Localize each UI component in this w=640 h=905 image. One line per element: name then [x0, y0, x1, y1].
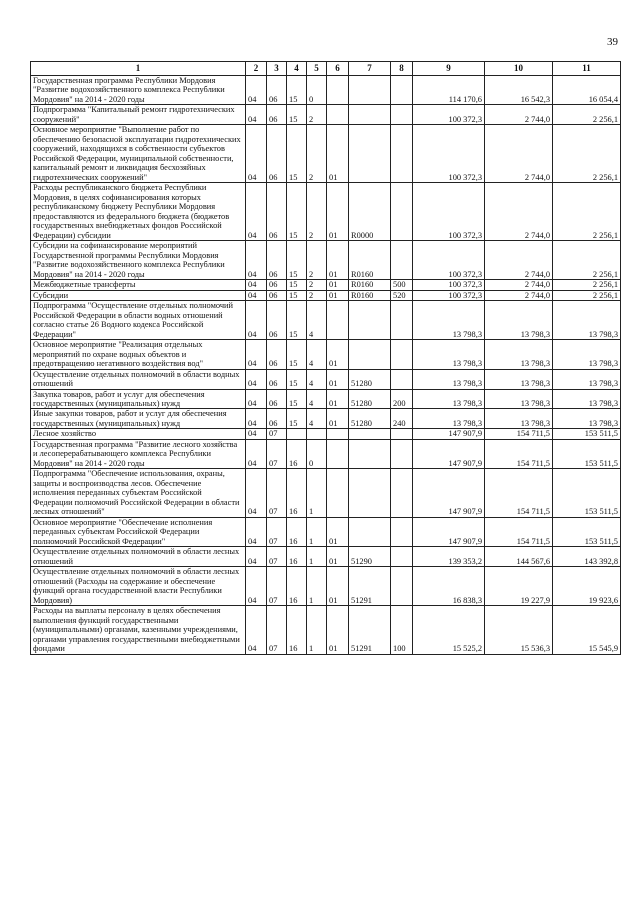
- activity-code-cell: [327, 439, 349, 468]
- column-header: 7: [349, 62, 391, 76]
- activity-code-cell: [327, 105, 349, 125]
- amount-col10-cell: 144 567,6: [485, 547, 553, 567]
- row-name-cell: Государственная программа Республики Мордовия "Развитие водохозяйственного комплекса Республики Мордовия" на 2014 - 2020 годы: [31, 76, 246, 105]
- amount-col10-cell: 16 542,3: [485, 76, 553, 105]
- program-code-cell: 15: [287, 369, 307, 389]
- type-code-cell: [391, 567, 413, 606]
- row-name-cell: Осуществление отдельных полномочий в области лесных отношений: [31, 547, 246, 567]
- table-header-row: [31, 62, 621, 76]
- row-name-cell: Основное мероприятие "Обеспечение исполнения переданных субъектам Российской Федерации полномочий Российской Федерации": [31, 517, 246, 546]
- type-code-cell: [391, 183, 413, 241]
- activity-code-cell: 01: [327, 567, 349, 606]
- table-row: [31, 469, 621, 517]
- subsection-code-cell: 07: [267, 606, 287, 654]
- subsection-code-cell: 06: [267, 290, 287, 300]
- type-code-cell: 500: [391, 280, 413, 290]
- row-name-cell: Иные закупки товаров, работ и услуг для обеспечения государственных (муниципальных) нужд: [31, 409, 246, 429]
- subsection-code-cell: 07: [267, 469, 287, 517]
- amount-col10-cell: 15 536,3: [485, 606, 553, 654]
- subprogram-code-cell: 4: [307, 301, 327, 340]
- row-name-cell: Лесное хозяйство: [31, 429, 246, 439]
- section-code-cell: 04: [246, 389, 267, 409]
- subprogram-code-cell: 1: [307, 547, 327, 567]
- section-code-cell: 04: [246, 517, 267, 546]
- type-code-cell: [391, 105, 413, 125]
- subsection-code-cell: 07: [267, 439, 287, 468]
- section-code-cell: 04: [246, 606, 267, 654]
- amount-col10-cell: 154 711,5: [485, 469, 553, 517]
- program-code-cell: 16: [287, 606, 307, 654]
- activity-code-cell: 01: [327, 290, 349, 300]
- type-code-cell: [391, 125, 413, 183]
- amount-col9-cell: 13 798,3: [413, 389, 485, 409]
- type-code-cell: 240: [391, 409, 413, 429]
- section-code-cell: 04: [246, 567, 267, 606]
- amount-col11-cell: 2 256,1: [553, 280, 621, 290]
- activity-code-cell: 01: [327, 280, 349, 290]
- table-row: [31, 567, 621, 606]
- amount-col9-cell: 139 353,2: [413, 547, 485, 567]
- column-header: 4: [287, 62, 307, 76]
- row-name-cell: Подпрограмма "Капитальный ремонт гидротехнических сооружений": [31, 105, 246, 125]
- section-code-cell: 04: [246, 547, 267, 567]
- section-code-cell: 04: [246, 280, 267, 290]
- program-code-cell: 15: [287, 105, 307, 125]
- section-code-cell: 04: [246, 469, 267, 517]
- expense-code-cell: 51280: [349, 369, 391, 389]
- amount-col10-cell: 2 744,0: [485, 280, 553, 290]
- program-code-cell: 15: [287, 241, 307, 280]
- section-code-cell: 04: [246, 340, 267, 369]
- subsection-code-cell: 07: [267, 517, 287, 546]
- subsection-code-cell: 06: [267, 301, 287, 340]
- expense-code-cell: R0160: [349, 241, 391, 280]
- amount-col10-cell: 2 744,0: [485, 290, 553, 300]
- column-header: 9: [413, 62, 485, 76]
- section-code-cell: 04: [246, 409, 267, 429]
- subsection-code-cell: 06: [267, 340, 287, 369]
- subprogram-code-cell: 1: [307, 469, 327, 517]
- section-code-cell: 04: [246, 439, 267, 468]
- activity-code-cell: 01: [327, 517, 349, 546]
- type-code-cell: [391, 517, 413, 546]
- expense-code-cell: R0160: [349, 280, 391, 290]
- row-name-cell: Закупка товаров, работ и услуг для обеспечения государственных (муниципальных) нужд: [31, 389, 246, 409]
- expense-code-cell: [349, 105, 391, 125]
- table-row: [31, 409, 621, 429]
- amount-col10-cell: 2 744,0: [485, 183, 553, 241]
- activity-code-cell: 01: [327, 606, 349, 654]
- amount-col10-cell: 2 744,0: [485, 241, 553, 280]
- column-header: 10: [485, 62, 553, 76]
- amount-col9-cell: 147 907,9: [413, 517, 485, 546]
- column-header: 8: [391, 62, 413, 76]
- expense-code-cell: [349, 439, 391, 468]
- subsection-code-cell: 06: [267, 105, 287, 125]
- activity-code-cell: 01: [327, 547, 349, 567]
- table-row: [31, 517, 621, 546]
- program-code-cell: 15: [287, 340, 307, 369]
- type-code-cell: [391, 241, 413, 280]
- row-name-cell: Подпрограмма "Осуществление отдельных полномочий Российской Федерации в области водных отношений согласно статье 26 Водного кодекса Российской Федерации": [31, 301, 246, 340]
- activity-code-cell: [327, 301, 349, 340]
- amount-col11-cell: 143 392,8: [553, 547, 621, 567]
- amount-col11-cell: 13 798,3: [553, 340, 621, 369]
- type-code-cell: 100: [391, 606, 413, 654]
- row-name-cell: Межбюджетные трансферты: [31, 280, 246, 290]
- subprogram-code-cell: 2: [307, 241, 327, 280]
- row-name-cell: Осуществление отдельных полномочий в области водных отношений: [31, 369, 246, 389]
- budget-table: [30, 61, 621, 655]
- section-code-cell: 04: [246, 105, 267, 125]
- program-code-cell: 15: [287, 301, 307, 340]
- amount-col11-cell: 2 256,1: [553, 125, 621, 183]
- activity-code-cell: [327, 76, 349, 105]
- expense-code-cell: 51280: [349, 389, 391, 409]
- table-row: [31, 76, 621, 105]
- table-row: [31, 547, 621, 567]
- amount-col11-cell: 13 798,3: [553, 369, 621, 389]
- section-code-cell: 04: [246, 369, 267, 389]
- table-row: [31, 340, 621, 369]
- subprogram-code-cell: 2: [307, 183, 327, 241]
- amount-col10-cell: 13 798,3: [485, 340, 553, 369]
- subprogram-code-cell: 2: [307, 125, 327, 183]
- table-row: [31, 280, 621, 290]
- table-row: [31, 105, 621, 125]
- section-code-cell: 04: [246, 125, 267, 183]
- amount-col11-cell: 19 923,6: [553, 567, 621, 606]
- page-number: 39: [607, 36, 618, 48]
- amount-col11-cell: 153 511,5: [553, 429, 621, 439]
- expense-code-cell: R0160: [349, 290, 391, 300]
- activity-code-cell: 01: [327, 369, 349, 389]
- amount-col9-cell: 100 372,3: [413, 290, 485, 300]
- amount-col11-cell: 2 256,1: [553, 290, 621, 300]
- subprogram-code-cell: 4: [307, 369, 327, 389]
- subsection-code-cell: 06: [267, 280, 287, 290]
- amount-col10-cell: 2 744,0: [485, 105, 553, 125]
- section-code-cell: 04: [246, 290, 267, 300]
- expense-code-cell: 51290: [349, 547, 391, 567]
- activity-code-cell: 01: [327, 241, 349, 280]
- column-header: 6: [327, 62, 349, 76]
- subsection-code-cell: 06: [267, 389, 287, 409]
- row-name-cell: Субсидии: [31, 290, 246, 300]
- subsection-code-cell: 06: [267, 183, 287, 241]
- program-code-cell: 15: [287, 280, 307, 290]
- amount-col9-cell: 15 525,2: [413, 606, 485, 654]
- subsection-code-cell: 07: [267, 567, 287, 606]
- activity-code-cell: [327, 469, 349, 517]
- expense-code-cell: 51291: [349, 606, 391, 654]
- row-name-cell: Основное мероприятие "Реализация отдельных мероприятий по охране водных объектов и предотвращению негативного воздействия вод": [31, 340, 246, 369]
- amount-col9-cell: 147 907,9: [413, 439, 485, 468]
- program-code-cell: 16: [287, 439, 307, 468]
- amount-col10-cell: 13 798,3: [485, 301, 553, 340]
- amount-col9-cell: 100 372,3: [413, 125, 485, 183]
- type-code-cell: [391, 301, 413, 340]
- amount-col11-cell: 15 545,9: [553, 606, 621, 654]
- amount-col9-cell: 13 798,3: [413, 409, 485, 429]
- subsection-code-cell: 07: [267, 547, 287, 567]
- activity-code-cell: [327, 429, 349, 439]
- section-code-cell: 04: [246, 301, 267, 340]
- expense-code-cell: [349, 301, 391, 340]
- table-row: [31, 241, 621, 280]
- subprogram-code-cell: 2: [307, 105, 327, 125]
- subprogram-code-cell: 0: [307, 76, 327, 105]
- expense-code-cell: R0000: [349, 183, 391, 241]
- amount-col9-cell: 100 372,3: [413, 280, 485, 290]
- section-code-cell: 04: [246, 183, 267, 241]
- table-row: [31, 429, 621, 439]
- amount-col10-cell: 154 711,5: [485, 439, 553, 468]
- program-code-cell: 16: [287, 469, 307, 517]
- expense-code-cell: [349, 125, 391, 183]
- subsection-code-cell: 06: [267, 241, 287, 280]
- program-code-cell: 16: [287, 547, 307, 567]
- table-row: [31, 606, 621, 654]
- table-row: [31, 369, 621, 389]
- table-row: [31, 301, 621, 340]
- program-code-cell: 15: [287, 389, 307, 409]
- row-name-cell: Расходы на выплаты персоналу в целях обеспечения выполнения функций государственными (муниципальными) органами, казенными учреждениями, органами управления государственными внебюджетными фондами: [31, 606, 246, 654]
- amount-col11-cell: 153 511,5: [553, 439, 621, 468]
- amount-col9-cell: 13 798,3: [413, 301, 485, 340]
- type-code-cell: [391, 469, 413, 517]
- type-code-cell: [391, 429, 413, 439]
- column-header: 5: [307, 62, 327, 76]
- subprogram-code-cell: 1: [307, 606, 327, 654]
- amount-col10-cell: 154 711,5: [485, 517, 553, 546]
- expense-code-cell: [349, 76, 391, 105]
- row-name-cell: Государственная программа "Развитие лесного хозяйства и лесоперерабатывающего комплекса Республики Мордовия" на 2014 - 2020 годы: [31, 439, 246, 468]
- row-name-cell: Субсидии на софинансирование мероприятий Государственной программы Республики Мордовия "Развитие водохозяйственного комплекса Республики Мордовия" на 2014 - 2020 годы: [31, 241, 246, 280]
- amount-col9-cell: 13 798,3: [413, 369, 485, 389]
- amount-col10-cell: 2 744,0: [485, 125, 553, 183]
- subprogram-code-cell: 4: [307, 389, 327, 409]
- amount-col11-cell: 13 798,3: [553, 409, 621, 429]
- subsection-code-cell: 06: [267, 409, 287, 429]
- amount-col10-cell: 13 798,3: [485, 369, 553, 389]
- expense-code-cell: [349, 517, 391, 546]
- subprogram-code-cell: 2: [307, 290, 327, 300]
- program-code-cell: 15: [287, 76, 307, 105]
- program-code-cell: [287, 429, 307, 439]
- amount-col9-cell: 114 170,6: [413, 76, 485, 105]
- amount-col11-cell: 13 798,3: [553, 389, 621, 409]
- type-code-cell: [391, 547, 413, 567]
- activity-code-cell: 01: [327, 389, 349, 409]
- table-row: [31, 183, 621, 241]
- amount-col9-cell: 13 798,3: [413, 340, 485, 369]
- type-code-cell: 520: [391, 290, 413, 300]
- column-header: 2: [246, 62, 267, 76]
- section-code-cell: 04: [246, 241, 267, 280]
- subsection-code-cell: 06: [267, 125, 287, 183]
- program-code-cell: 16: [287, 567, 307, 606]
- amount-col10-cell: 13 798,3: [485, 409, 553, 429]
- program-code-cell: 15: [287, 290, 307, 300]
- amount-col9-cell: 100 372,3: [413, 105, 485, 125]
- table-row: [31, 439, 621, 468]
- type-code-cell: [391, 76, 413, 105]
- amount-col9-cell: 100 372,3: [413, 241, 485, 280]
- amount-col9-cell: 100 372,3: [413, 183, 485, 241]
- subprogram-code-cell: 1: [307, 567, 327, 606]
- table-row: [31, 389, 621, 409]
- column-header: 3: [267, 62, 287, 76]
- program-code-cell: 15: [287, 409, 307, 429]
- type-code-cell: 200: [391, 389, 413, 409]
- program-code-cell: 16: [287, 517, 307, 546]
- amount-col11-cell: 153 511,5: [553, 469, 621, 517]
- amount-col10-cell: 154 711,5: [485, 429, 553, 439]
- expense-code-cell: 51280: [349, 409, 391, 429]
- section-code-cell: 04: [246, 76, 267, 105]
- amount-col11-cell: 16 054,4: [553, 76, 621, 105]
- expense-code-cell: [349, 429, 391, 439]
- amount-col10-cell: 19 227,9: [485, 567, 553, 606]
- program-code-cell: 15: [287, 125, 307, 183]
- subprogram-code-cell: 1: [307, 517, 327, 546]
- subsection-code-cell: 07: [267, 429, 287, 439]
- amount-col10-cell: 13 798,3: [485, 389, 553, 409]
- subprogram-code-cell: [307, 429, 327, 439]
- subprogram-code-cell: 2: [307, 280, 327, 290]
- section-code-cell: 04: [246, 429, 267, 439]
- expense-code-cell: [349, 469, 391, 517]
- row-name-cell: Подпрограмма "Обеспечение использования, охраны, защиты и воспроизводства лесов. Обеспечение исполнения переданных субъектам Российской Федерации полномочий Российской Федерации в области лесных отношений": [31, 469, 246, 517]
- expense-code-cell: 51291: [349, 567, 391, 606]
- type-code-cell: [391, 340, 413, 369]
- amount-col11-cell: 13 798,3: [553, 301, 621, 340]
- activity-code-cell: 01: [327, 340, 349, 369]
- column-header: 1: [31, 62, 246, 76]
- amount-col11-cell: 2 256,1: [553, 241, 621, 280]
- subsection-code-cell: 06: [267, 369, 287, 389]
- subprogram-code-cell: 0: [307, 439, 327, 468]
- table-row: [31, 125, 621, 183]
- activity-code-cell: 01: [327, 183, 349, 241]
- row-name-cell: Расходы республиканского бюджета Республики Мордовия, в целях софинансирования которых республиканскому бюджету Республики Мордовия предоставляются из федерального бюджета (бюджетов государственных внебюджетных фондов Российской Федерации) субсидии: [31, 183, 246, 241]
- activity-code-cell: 01: [327, 409, 349, 429]
- expense-code-cell: [349, 340, 391, 369]
- amount-col11-cell: 153 511,5: [553, 517, 621, 546]
- subsection-code-cell: 06: [267, 76, 287, 105]
- subprogram-code-cell: 4: [307, 409, 327, 429]
- program-code-cell: 15: [287, 183, 307, 241]
- amount-col11-cell: 2 256,1: [553, 105, 621, 125]
- type-code-cell: [391, 439, 413, 468]
- column-header: 11: [553, 62, 621, 76]
- activity-code-cell: 01: [327, 125, 349, 183]
- amount-col9-cell: 16 838,3: [413, 567, 485, 606]
- amount-col9-cell: 147 907,9: [413, 429, 485, 439]
- subprogram-code-cell: 4: [307, 340, 327, 369]
- amount-col11-cell: 2 256,1: [553, 183, 621, 241]
- row-name-cell: Основное мероприятие "Выполнение работ по обеспечению безопасной эксплуатации гидротехнических сооружений, находящихся в собственности субъектов Российской Федерации, муниципальной собственности, капитальный ремонт и ликвидация бесхозяйных гидротехнических сооружений": [31, 125, 246, 183]
- type-code-cell: [391, 369, 413, 389]
- table-row: [31, 290, 621, 300]
- amount-col9-cell: 147 907,9: [413, 469, 485, 517]
- row-name-cell: Осуществление отдельных полномочий в области лесных отношений (Расходы на содержание и обеспечение функций органа государственной власти Республики Мордовия): [31, 567, 246, 606]
